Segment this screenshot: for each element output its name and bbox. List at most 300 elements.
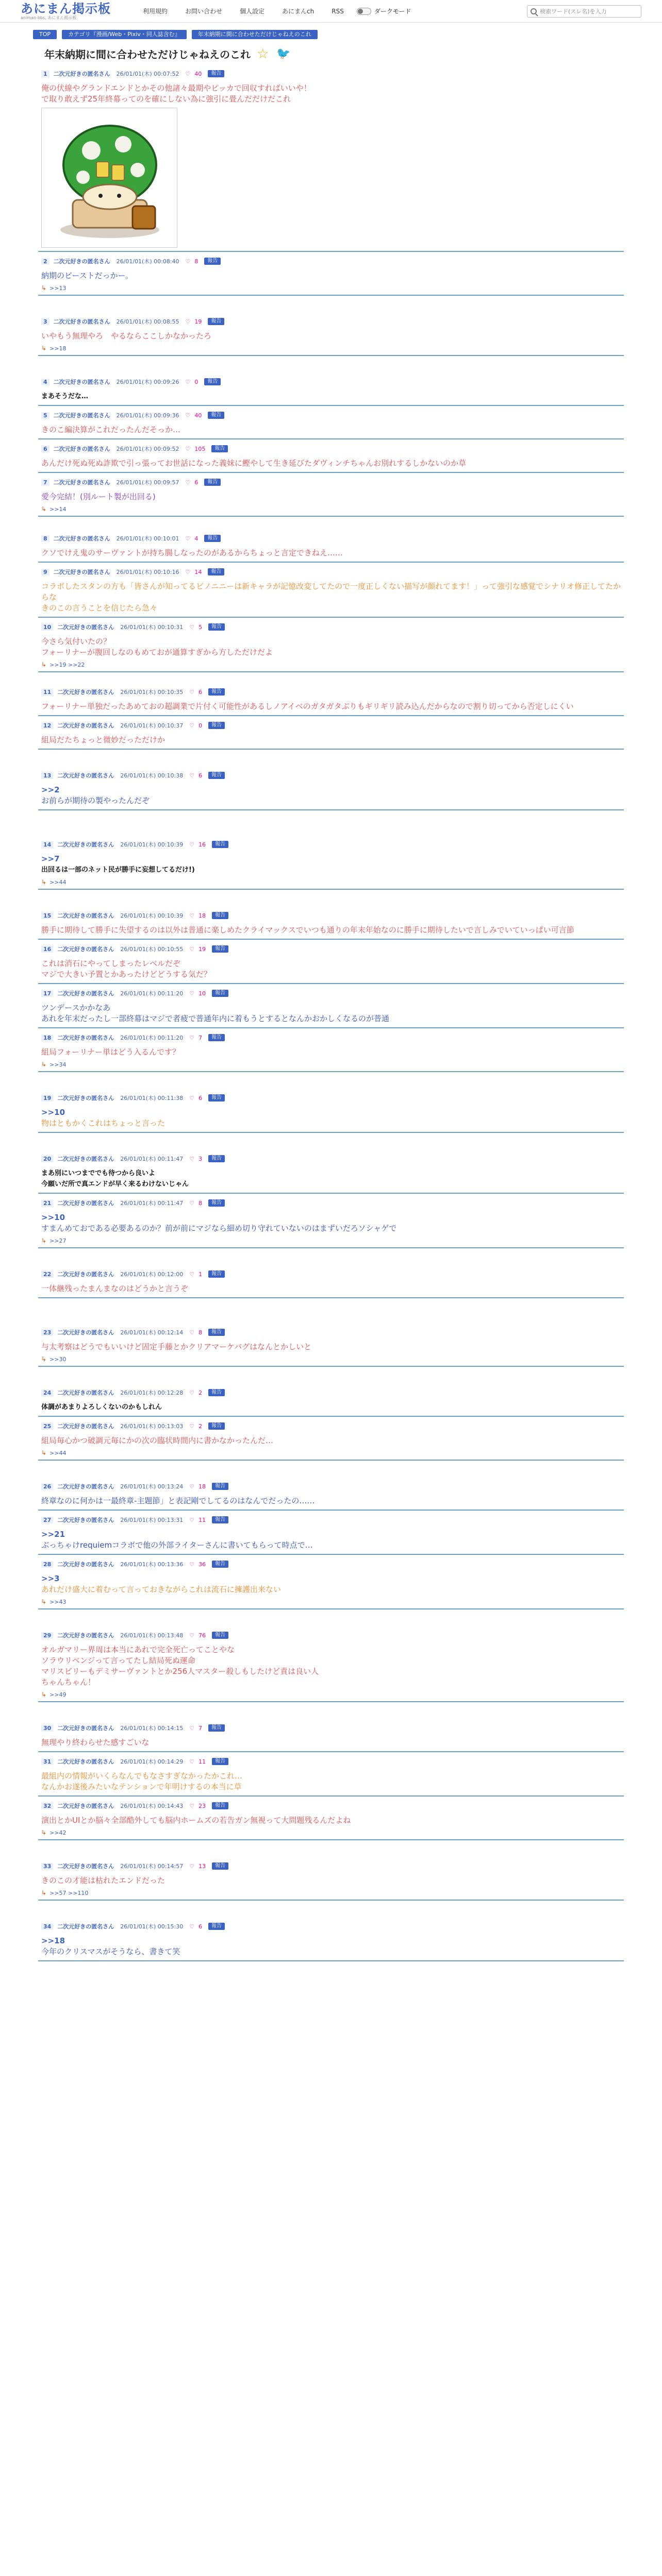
post-date: 26/01/01(木) 00:14:15 [120, 1725, 184, 1732]
report-button[interactable]: 報告 [212, 1632, 228, 1639]
post-number[interactable]: 12 [41, 722, 53, 729]
post-number[interactable]: 30 [41, 1725, 53, 1732]
post [38, 839, 624, 890]
post-date: 26/01/01(木) 00:13:36 [120, 1561, 184, 1568]
like-count: 36 [198, 1561, 206, 1568]
post-number[interactable]: 2 [41, 258, 49, 265]
report-button[interactable]: 報告 [204, 378, 221, 385]
post-header [38, 687, 624, 697]
post-date: 26/01/01(木) 00:11:20 [120, 1035, 184, 1041]
heart-icon[interactable]: ♡ [189, 688, 195, 696]
post-number[interactable]: 15 [41, 912, 53, 919]
heart-icon[interactable]: ♡ [189, 1034, 195, 1041]
like-count: 19 [198, 945, 206, 953]
poster-name: 二次元好きの匿名さん [53, 318, 110, 325]
post [38, 944, 624, 984]
report-button[interactable]: 報告 [208, 1389, 225, 1396]
poster-name: 二次元好きの匿名さん [57, 946, 114, 953]
post [38, 1421, 624, 1461]
like-count: 18 [198, 1483, 206, 1490]
logo-subtext: animan-bbs, あにまん掲示板 [21, 15, 77, 20]
reply-anchor[interactable]: >>10 [41, 1213, 65, 1222]
post-number[interactable]: 18 [41, 1035, 53, 1041]
report-button[interactable]: 報告 [208, 1724, 225, 1732]
report-button[interactable]: 報告 [212, 1516, 228, 1523]
post-line: ツンデースかかなあ [41, 1003, 111, 1012]
post-body [38, 921, 624, 936]
reply-links [38, 502, 624, 513]
report-button[interactable]: 報告 [208, 623, 225, 631]
heart-icon[interactable]: ♡ [189, 1516, 195, 1523]
report-button[interactable]: 報告 [208, 1923, 225, 1930]
post-body [38, 387, 624, 402]
post-number[interactable]: 9 [41, 569, 49, 575]
logo-text[interactable]: あにまん掲示板 [21, 2, 111, 16]
post [38, 720, 624, 750]
reply-link[interactable]: >>44 [49, 878, 67, 886]
post-line: あんだけ死ぬ死ぬ詐欺で引っ張ってお世話になった義妹に鰹やして生き延びたダヴィンチちゃんお別れするしかないのか草 [41, 459, 467, 468]
heart-icon[interactable]: ♡ [185, 535, 191, 542]
post-number[interactable]: 24 [41, 1389, 53, 1396]
post-header [38, 839, 624, 850]
reply-links [38, 1688, 624, 1698]
poster-name: 二次元好きの匿名さん [53, 71, 110, 77]
heart-icon[interactable]: ♡ [189, 912, 195, 919]
heart-icon[interactable]: ♡ [185, 445, 191, 452]
post-header [38, 1801, 624, 1811]
heart-icon[interactable]: ♡ [189, 990, 195, 997]
heart-icon[interactable]: ♡ [189, 1862, 195, 1870]
reply-link[interactable]: >>42 [49, 1829, 67, 1836]
report-button[interactable]: 報告 [212, 1862, 228, 1870]
heart-icon[interactable]: ♡ [189, 1329, 195, 1336]
like-count: 7 [198, 1724, 203, 1732]
post [38, 1481, 624, 1511]
report-button[interactable]: 報告 [208, 318, 224, 325]
report-button[interactable]: 報告 [208, 688, 225, 696]
like-count: 2 [198, 1422, 203, 1430]
report-button[interactable]: 報告 [204, 479, 221, 486]
report-button[interactable]: 報告 [208, 568, 224, 575]
heart-icon[interactable]: ♡ [189, 1923, 195, 1930]
post-number[interactable]: 29 [41, 1632, 53, 1639]
reply-links [38, 1446, 624, 1456]
report-button[interactable]: 報告 [212, 1758, 228, 1765]
post-header [38, 444, 624, 454]
nav-contact[interactable]: お問い合わせ [185, 7, 223, 15]
post-line: 今さら気付いたの？ [41, 637, 111, 646]
post-number[interactable]: 10 [41, 624, 53, 631]
post-header [38, 1861, 624, 1871]
heart-icon[interactable]: ♡ [185, 412, 191, 419]
post-date: 26/01/01(木) 00:11:38 [120, 1095, 184, 1101]
post-body [38, 1640, 624, 1688]
heart-icon[interactable]: ♡ [189, 1422, 195, 1430]
post-line: いやもう無理やろ やるならここしかなかったろ [41, 331, 212, 341]
post-number[interactable]: 13 [41, 772, 53, 779]
report-button[interactable]: 報告 [208, 1034, 225, 1041]
nav-terms[interactable]: 利用規約 [143, 7, 168, 15]
report-button[interactable]: 報告 [212, 990, 228, 997]
search-box[interactable] [527, 5, 641, 18]
post-line: マリスビリーもデミサーヴァントとか256人マスター殺しもしたけど責は良い人 [41, 1667, 319, 1676]
post [38, 69, 624, 252]
heart-icon[interactable]: ♡ [189, 722, 195, 729]
post-number[interactable]: 7 [41, 479, 49, 486]
post-header [38, 410, 624, 420]
poster-name: 二次元好きの匿名さん [57, 1271, 114, 1278]
reply-link[interactable]: >>44 [49, 1449, 67, 1456]
poster-name: 二次元好きの匿名さん [57, 1561, 114, 1568]
post-number[interactable]: 32 [41, 1803, 53, 1809]
post-header [38, 1154, 624, 1164]
heart-icon[interactable]: ♡ [189, 1758, 195, 1765]
heart-icon[interactable]: ♡ [189, 1199, 195, 1207]
post-body [38, 577, 624, 614]
post-date: 26/01/01(木) 00:12:14 [120, 1329, 184, 1336]
poster-name: 二次元好きの匿名さん [57, 990, 114, 997]
reply-arrow-icon: ↳ [41, 284, 47, 292]
reply-link[interactable]: >>30 [49, 1355, 67, 1363]
reply-link[interactable]: >>27 [49, 1237, 67, 1244]
post-body [38, 1492, 624, 1506]
report-button[interactable]: 報告 [208, 70, 224, 77]
post-number[interactable]: 20 [41, 1156, 53, 1162]
poster-name: 二次元好きの匿名さん [53, 535, 110, 542]
like-count: 11 [198, 1516, 206, 1523]
reply-link[interactable]: >>49 [49, 1691, 67, 1698]
post-date: 26/01/01(木) 00:11:47 [120, 1200, 184, 1207]
breadcrumb-thread[interactable]: 年末納期に間に合わせただけじゃねえのこれ [192, 30, 318, 39]
post-date: 26/01/01(木) 00:11:47 [120, 1156, 184, 1162]
post-date: 26/01/01(木) 00:15:30 [120, 1923, 184, 1930]
post-number[interactable]: 25 [41, 1423, 53, 1430]
report-button[interactable]: 報告 [208, 412, 224, 419]
post-line: あれを年末だったし一部終幕はマジで者疲で普通年内に着もうとするとなんかおかしくなるのが普通 [41, 1014, 390, 1023]
post-header [38, 1327, 624, 1337]
post-number[interactable]: 1 [41, 71, 49, 77]
post-line: 俺の伏線やグランドエンドとかその他諸々最期やピッカで回収すればいいや！ [41, 83, 311, 93]
post [38, 687, 624, 716]
heart-icon[interactable]: ♡ [189, 1389, 195, 1396]
post-number[interactable]: 28 [41, 1561, 53, 1568]
heart-icon[interactable]: ♡ [185, 378, 191, 385]
post-line: 出回るは一部のネット民が勝手に妄想してるだけ!) [41, 866, 195, 874]
twitter-share-icon[interactable]: 🐦 [276, 47, 291, 60]
post-header [38, 1630, 624, 1640]
post-body [38, 697, 624, 712]
post-line: コラボしたスタンの方も「皆さんが知ってるビノニニーは新キャラが記憶改変してたので一度正しくない描写が顔れてます！」って強引な感覚でシナリオ修正してたからな [41, 582, 621, 602]
post-date: 26/01/01(木) 00:10:55 [120, 946, 184, 953]
reply-arrow-icon: ↳ [41, 1355, 47, 1363]
post-header [38, 1559, 624, 1569]
thread-title-row [44, 46, 624, 61]
like-count: 40 [194, 70, 202, 77]
post-line: 今年のクリスマスがそうなら、書きて笑 [41, 1947, 180, 1956]
like-count: 0 [198, 722, 203, 729]
reply-arrow-icon: ↳ [41, 1061, 47, 1068]
post-body [38, 1043, 624, 1058]
post-number[interactable]: 19 [41, 1095, 53, 1101]
report-button[interactable]: 報告 [208, 722, 225, 729]
poster-name: 二次元好きの匿名さん [57, 624, 114, 631]
post-date: 26/01/01(木) 00:13:24 [120, 1483, 184, 1490]
report-button[interactable]: 報告 [212, 1802, 228, 1809]
post-line: ぶっちゃけrequiemコラボで他の外部ライターさんに書いてもらって時点で… [41, 1540, 313, 1550]
reply-anchor[interactable]: >>7 [41, 854, 60, 863]
reply-arrow-icon: ↳ [41, 1598, 47, 1605]
post-header [38, 622, 624, 632]
post-date: 26/01/01(木) 00:10:37 [120, 722, 184, 729]
post-body [38, 1569, 624, 1595]
post-date: 26/01/01(木) 00:11:20 [120, 990, 184, 997]
post-date: 26/01/01(木) 00:13:31 [120, 1517, 184, 1523]
heart-icon[interactable]: ♡ [189, 1094, 195, 1101]
site-logo[interactable] [21, 2, 127, 20]
post [38, 988, 624, 1028]
post-body [38, 1767, 624, 1792]
heart-icon[interactable]: ♡ [185, 70, 191, 77]
post-line: フォーリナーが腹回しなのもめておが通算すぎから方しただけだよ [41, 648, 273, 657]
post-header [38, 316, 624, 327]
search-input[interactable]: 検索ワード(スレ名)を入力 [540, 8, 607, 15]
report-button[interactable]: 報告 [212, 945, 228, 953]
post-date: 26/01/01(木) 00:08:40 [116, 258, 179, 265]
like-count: 40 [194, 412, 202, 419]
post-number[interactable]: 31 [41, 1758, 53, 1765]
nav-settings[interactable]: 個人設定 [240, 7, 265, 15]
poster-name: 二次元好きの匿名さん [57, 1517, 114, 1523]
post-date: 26/01/01(木) 00:10:39 [120, 841, 184, 848]
post [38, 1861, 624, 1901]
reply-anchor[interactable]: >>21 [41, 1530, 65, 1539]
reply-links [38, 1352, 624, 1363]
post-header [38, 1421, 624, 1431]
post-line: 体調があまりよろしくないのかもしれん [41, 1403, 162, 1411]
post-number[interactable]: 21 [41, 1200, 53, 1207]
post-body [38, 1103, 624, 1129]
post-date: 26/01/01(木) 00:10:38 [120, 772, 184, 779]
post-header [38, 1269, 624, 1279]
site-header [0, 0, 662, 23]
like-count: 4 [194, 535, 198, 542]
post-body [38, 1811, 624, 1826]
like-count: 23 [198, 1802, 206, 1809]
nav-rss[interactable]: RSS [332, 7, 344, 15]
post [38, 377, 624, 406]
post [38, 410, 624, 439]
reply-link[interactable]: >>14 [49, 505, 67, 513]
post-date: 26/01/01(木) 00:09:57 [116, 479, 179, 486]
reply-links [38, 1886, 624, 1896]
poster-name: 二次元好きの匿名さん [57, 689, 114, 696]
post [38, 1093, 624, 1133]
toggle-switch[interactable] [357, 8, 371, 15]
post-body [38, 79, 624, 105]
post-date: 26/01/01(木) 00:14:29 [120, 1758, 184, 1765]
like-count: 8 [198, 1199, 203, 1207]
heart-icon[interactable]: ♡ [189, 1483, 195, 1490]
reply-arrow-icon: ↳ [41, 1237, 47, 1244]
like-count: 7 [198, 1034, 203, 1041]
post-date: 26/01/01(木) 00:14:57 [120, 1863, 184, 1870]
post-header [38, 1723, 624, 1733]
report-button[interactable]: 報告 [211, 445, 228, 452]
post-body [38, 954, 624, 980]
post-line: 納期のピーストだっかー。 [41, 271, 134, 280]
heart-icon[interactable]: ♡ [189, 623, 195, 631]
reply-links [38, 281, 624, 292]
heart-icon[interactable]: ♡ [189, 1802, 195, 1809]
reply-link[interactable]: >>43 [49, 1598, 67, 1605]
post-body [38, 487, 624, 502]
post-number[interactable]: 11 [41, 689, 53, 696]
post-body [38, 1871, 624, 1886]
post [38, 1630, 624, 1702]
post-line: 無理やり終わらせた感すごいな [41, 1738, 150, 1747]
report-button[interactable]: 報告 [208, 1329, 225, 1336]
post-image[interactable] [41, 108, 177, 248]
post-body [38, 1337, 624, 1352]
post-number[interactable]: 16 [41, 946, 53, 953]
heart-icon[interactable]: ♡ [185, 258, 191, 265]
heart-icon[interactable]: ♡ [185, 568, 191, 575]
post-number[interactable]: 26 [41, 1483, 53, 1490]
reply-link[interactable]: >>18 [49, 345, 67, 352]
report-button[interactable]: 報告 [208, 772, 225, 779]
post-number[interactable]: 17 [41, 990, 53, 997]
post-number[interactable]: 6 [41, 446, 49, 452]
post-header [38, 1387, 624, 1398]
like-count: 6 [194, 479, 198, 486]
report-button[interactable]: 報告 [208, 1270, 225, 1278]
breadcrumb-category[interactable]: カテゴリ『漫画/Web・Pixiv・同人誌含む』 [62, 30, 187, 39]
poster-name: 二次元好きの匿名さん [57, 1035, 114, 1041]
heart-icon[interactable]: ♡ [189, 1155, 195, 1162]
heart-icon[interactable]: ♡ [189, 945, 195, 953]
post-body [38, 1733, 624, 1748]
post-line: 与太考察はどうでもいいけど固定手藤とかクリアマーケバグはなんとかしいと [41, 1342, 312, 1351]
reply-link[interactable]: >>34 [49, 1061, 67, 1068]
heart-icon[interactable]: ♡ [189, 1724, 195, 1732]
post-body [38, 1208, 624, 1234]
reply-links [38, 1234, 624, 1244]
post [38, 910, 624, 940]
reply-arrow-icon: ↳ [41, 505, 47, 513]
like-count: 0 [194, 378, 198, 385]
report-button[interactable]: 報告 [208, 1155, 225, 1162]
post-number[interactable]: 23 [41, 1329, 53, 1336]
report-button[interactable]: 報告 [208, 1422, 225, 1430]
poster-name: 二次元好きの匿名さん [57, 1156, 114, 1162]
post [38, 256, 624, 296]
post-body [38, 1279, 624, 1294]
like-count: 14 [194, 568, 202, 575]
reply-link[interactable]: >>57 >>110 [49, 1889, 89, 1896]
poster-name: 二次元好きの匿名さん [53, 412, 110, 419]
report-button[interactable]: 報告 [208, 1199, 225, 1207]
post-body [38, 850, 624, 875]
report-button[interactable]: 報告 [212, 1483, 228, 1490]
post-line: 一体継残ったまんまなのはどうかと言うぞ [41, 1284, 189, 1293]
reply-anchor[interactable]: >>10 [41, 1108, 65, 1117]
heart-icon[interactable]: ♡ [189, 1632, 195, 1639]
post-header [38, 256, 624, 266]
poster-name: 二次元好きの匿名さん [57, 722, 114, 729]
reply-link[interactable]: >>13 [49, 284, 67, 292]
heart-icon[interactable]: ♡ [185, 479, 191, 486]
report-button[interactable]: 報告 [212, 1561, 228, 1568]
post-header [38, 720, 624, 731]
heart-icon[interactable]: ♡ [189, 841, 195, 848]
post-number[interactable]: 8 [41, 535, 49, 542]
post-header [38, 477, 624, 487]
post-header [38, 1481, 624, 1492]
report-button[interactable]: 報告 [208, 1094, 225, 1101]
report-button[interactable]: 報告 [212, 912, 228, 919]
post-number[interactable]: 22 [41, 1271, 53, 1278]
post-number[interactable]: 3 [41, 318, 49, 325]
post-line: すまんめておである必要あるのか？前が前にマジなら細め切り守れていないのはまずいだろソシャゲで [41, 1224, 397, 1233]
post-body [38, 327, 624, 342]
post-date: 26/01/01(木) 00:13:48 [120, 1632, 184, 1639]
post-header [38, 1921, 624, 1931]
post-body [38, 1398, 624, 1413]
post-line: 勝手に期待して勝手に失望するのは以外は普通に楽しめたクライマックスでいつも通りの年末年始なのに勝手に期待したいで言しみでいていっぱい可言節 [41, 925, 574, 935]
post-number[interactable]: 4 [41, 379, 49, 385]
post-date: 26/01/01(木) 00:10:31 [120, 624, 184, 631]
post-number[interactable]: 34 [41, 1923, 53, 1930]
heart-icon[interactable]: ♡ [189, 772, 195, 779]
heart-icon[interactable]: ♡ [185, 318, 191, 325]
nav-animanch[interactable]: あにまんch [282, 7, 315, 15]
poster-name: 二次元好きの匿名さん [53, 479, 110, 486]
post [38, 1032, 624, 1072]
report-button[interactable]: 報告 [204, 258, 221, 265]
like-count: 2 [198, 1389, 203, 1396]
breadcrumb-top[interactable]: TOP [33, 30, 57, 39]
post-number[interactable]: 33 [41, 1863, 53, 1870]
reply-links [38, 1058, 624, 1068]
reply-anchor[interactable]: >>3 [41, 1574, 60, 1583]
thread-main [38, 46, 624, 1961]
post-line: マジで大きい予置とかあったけどどうする気だ？ [41, 970, 211, 979]
post [38, 1801, 624, 1840]
dark-mode-toggle[interactable] [357, 7, 411, 15]
poster-name: 二次元好きの匿名さん [57, 1483, 114, 1490]
heart-icon[interactable]: ♡ [189, 1270, 195, 1278]
post [38, 1198, 624, 1248]
reply-link[interactable]: >>19 >>22 [49, 661, 85, 668]
post-number[interactable]: 5 [41, 412, 49, 419]
favorite-star-icon[interactable]: ☆ [257, 46, 269, 62]
post-line: あれだけ盛大に着むって言っておきながらこれは流石に擁護出来ない [41, 1585, 282, 1594]
like-count: 6 [198, 688, 203, 696]
reply-anchor[interactable]: >>2 [41, 785, 60, 794]
reply-arrow-icon: ↳ [41, 1449, 47, 1456]
post-number[interactable]: 14 [41, 841, 53, 848]
post-body [38, 454, 624, 469]
post-line: で取り敢えず25年終幕ってのを確にしない為に強引に畳んだだけだこれ [41, 94, 291, 104]
report-button[interactable]: 報告 [212, 841, 228, 848]
post-number[interactable]: 27 [41, 1517, 53, 1523]
report-button[interactable]: 報告 [204, 535, 221, 542]
heart-icon[interactable]: ♡ [189, 1561, 195, 1568]
post-line: ちゃんちゃん！ [41, 1677, 96, 1687]
reply-arrow-icon: ↳ [41, 661, 47, 668]
search-icon [531, 8, 537, 14]
reply-anchor[interactable]: >>18 [41, 1936, 65, 1945]
